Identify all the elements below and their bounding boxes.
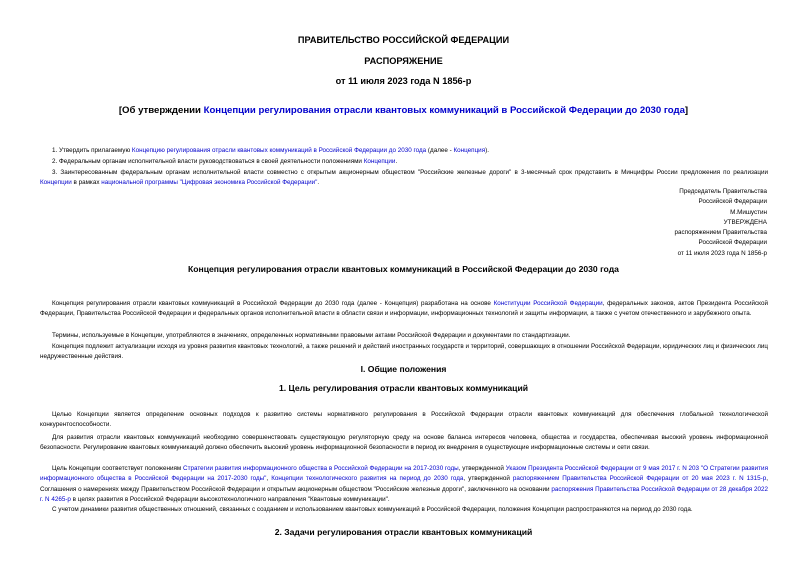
- development-paragraph: Для развития отрасли квантовых коммуникаций необходимо совершенствовать существующую регуляторную среду на основе баланса интересов человека, общества и государства, обеспечивая высокий уровень информационной безопасности. Регулирование квантовых коммуникаций должно обеспечить высокий уровень информационной безопасности в период их внедрения в существующие информационные системы и сети связи.: [40, 434, 768, 452]
- concept-terms: Термины, используемые в Концепции, употребляются в значениях, определенных нормативными правовыми актами Российской Федерации и документами по стандартизации.: [52, 332, 571, 339]
- order-item-1: [40, 146, 768, 156]
- signature-block: [675, 187, 767, 259]
- section-1-heading: I. Общие положения: [360, 364, 447, 374]
- order-item-1-text-c: ).: [485, 147, 489, 154]
- signature-name: М.Мишустин: [730, 208, 767, 216]
- concept-link-2[interactable]: Концепции: [363, 158, 396, 165]
- approved-by: распоряжением Правительства: [674, 229, 767, 237]
- compliance-text-f: в целях развития в Российской Федерации высокотехнологичного направления "Квантовые коммуникации".: [70, 496, 390, 504]
- presidential-decree-link[interactable]: Указом Президента Российской Федерации от 9 мая 2017 г. N 203 "О Стратегии развития информационного общества в Российской Федерации на 2017-2030 годы": [40, 465, 768, 483]
- concept-link[interactable]: Концепцию регулирования отрасли квантовых коммуникаций в Российской Федерации до 2030 года: [131, 147, 427, 154]
- signature-country: Российской Федерации: [698, 198, 767, 206]
- document-date-number: от 11 июля 2023 года N 1856-р: [335, 76, 472, 86]
- signature-position: Председатель Правительства: [679, 188, 767, 195]
- order-item-2: [40, 157, 768, 167]
- approved-label: УТВЕРЖДЕНА: [723, 218, 767, 226]
- concept-actualization: Концепция подлежит актуализации исходя из уровня развития квантовых технологий, а также решений и действий иностранных государств и территорий, совершающих в отношении Российской Федерации, юридических лиц и физических лиц недружественные действия.: [40, 343, 768, 361]
- concept-short-link[interactable]: Концепция: [453, 147, 486, 154]
- section-2-subheading: 2. Задачи регулирования отрасли квантовых коммуникаций: [274, 527, 533, 537]
- goal-paragraph: Целью Концепции является определение основных подходов к развитию системы нормативного регулирования в Российской Федерации отрасли квантовых коммуникаций для обеспечения глобальной технологической конкурентоспособности.: [40, 411, 768, 429]
- constitution-link[interactable]: Конституции Российской Федерации: [493, 300, 603, 307]
- order-item-2-text-b: .: [395, 158, 398, 165]
- concept-link-3[interactable]: Концепции: [40, 179, 72, 187]
- title-close-bracket: ]: [684, 105, 689, 116]
- government-order-1315-link[interactable]: распоряжением Правительства Российской Федерации от 20 мая 2023 г. N 1315-р: [512, 475, 767, 483]
- compliance-text-c: ,: [266, 475, 272, 483]
- section-1-subheading: 1. Цель регулирования отрасли квантовых коммуникаций: [278, 383, 529, 393]
- order-item-2-text: 2. Федеральным органам исполнительной власти руководствоваться в своей деятельности положениями: [52, 158, 364, 165]
- title-open-bracket: [Об утверждении: [118, 105, 204, 116]
- government-name: ПРАВИТЕЛЬСТВО РОССИЙСКОЙ ФЕДЕРАЦИИ: [297, 35, 510, 45]
- compliance-text-b: , утвержденной: [458, 465, 506, 472]
- digital-economy-program-link[interactable]: национальной программы "Цифровая экономика Российской Федерации": [101, 179, 318, 187]
- period-paragraph: С учетом динамики развития общественных отношений, связанных с созданием и использованием квантовых коммуникаций в Российской Федерации, положения Концепции распространяются на период до 2030 года.: [52, 506, 693, 513]
- order-item-1-text-b: (далее -: [426, 147, 454, 154]
- order-item-3-text: 3. Заинтересованным федеральным органам исполнительной власти совместно с открытым акционерным обществом "Российские железные дороги" в 3-месячный срок представить в Минцифры России предложения по реализации: [52, 169, 768, 176]
- document-title: [0, 105, 807, 116]
- order-item-3-text-b: в рамках: [71, 179, 102, 187]
- order-item-3-text-c: .: [317, 179, 320, 187]
- order-item-1-text: 1. Утвердить прилагаемую: [52, 147, 132, 154]
- info-society-strategy-link[interactable]: Стратегии развития информационного общества в Российской Федерации на 2017-2030 годы: [183, 465, 459, 472]
- concept-intro-text: Концепция регулирования отрасли квантовых коммуникаций в Российской Федерации до 2030 года (далее - Концепция) разработана на основе: [52, 300, 494, 307]
- approved-date: от 11 июля 2023 года N 1856-р: [677, 249, 767, 257]
- order-item-3: [40, 168, 768, 189]
- approved-country: Российской Федерации: [698, 239, 767, 247]
- document-type: РАСПОРЯЖЕНИЕ: [364, 56, 443, 66]
- government-order-4265-link[interactable]: распоряжения Правительства Российской Федерации от 28 декабря 2022 г. N 4265-р: [40, 485, 768, 504]
- compliance-text-d: , утвержденной: [463, 475, 513, 483]
- concept-intro: [40, 299, 768, 320]
- title-concept-link[interactable]: Концепции регулирования отрасли квантовых коммуникаций в Российской Федерации до 2030 года: [203, 105, 685, 116]
- compliance-text-a: Цель Концепции соответствует положениям: [52, 465, 184, 472]
- compliance-paragraph: [40, 464, 768, 506]
- compliance-text-e: , Соглашения о намерениях между Правительством Российской Федерации и открытым акционерным обществом "Российские железные дороги", заключенного на основании: [40, 475, 768, 493]
- concept-intro-text-b: , федеральных законов, актов Президента Российской Федерации, Правительства Российской Федерации и федеральных органов исполнительной власти в области связи и информации, информационных технологий и защиты информации, а также с учетом отечественного и зарубежного опыта.: [40, 300, 768, 318]
- concept-title: Концепция регулирования отрасли квантовых коммуникаций в Российской Федерации до 2030 года: [188, 264, 619, 274]
- tech-development-concept-link[interactable]: Концепции технологического развития на период до 2030 года: [271, 475, 464, 483]
